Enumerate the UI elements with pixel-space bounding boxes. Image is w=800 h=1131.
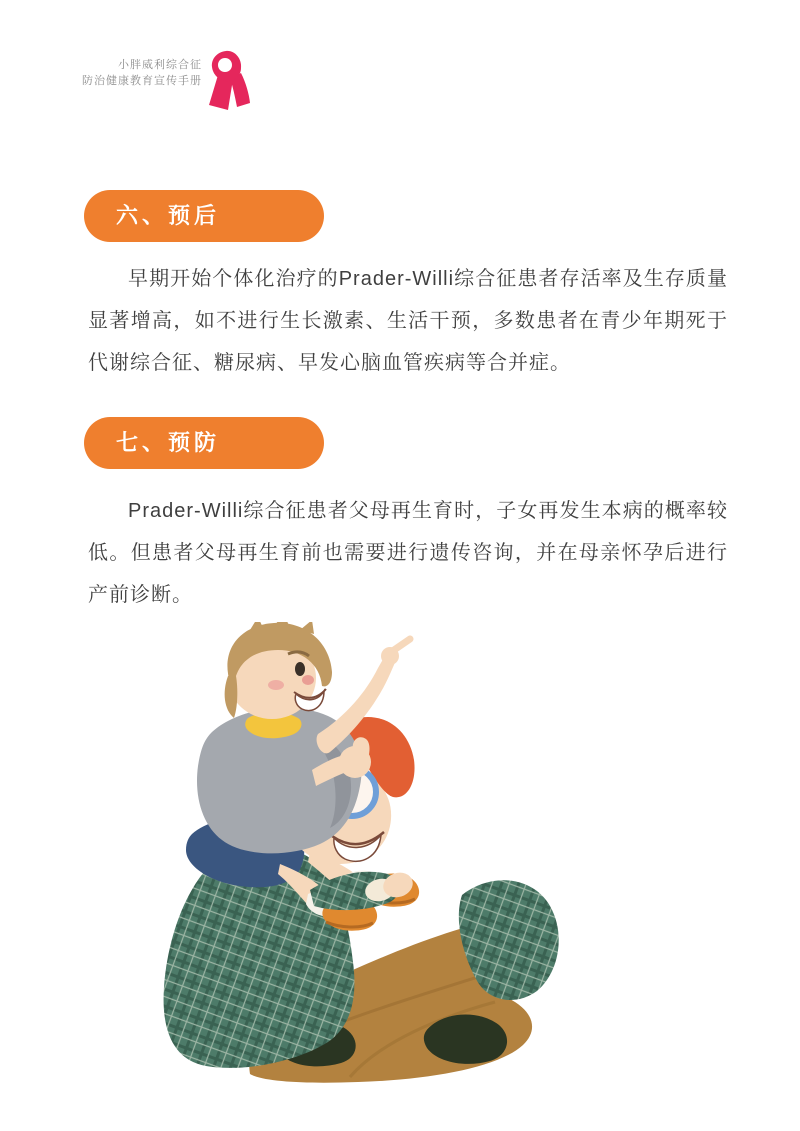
father-child-illustration-svg — [150, 622, 570, 1090]
booklet-title — [0, 57, 202, 89]
prognosis-paragraph: 早期开始个体化治疗的Prader-Willi综合征患者存活率及生存质量显著增高，如不进行生长激素、生活干预，多数患者在青少年期死于代谢综合征、糖尿病、早发心脑血管疾病等合并症。 — [88, 268, 728, 374]
section-heading-prognosis — [84, 190, 324, 242]
child-head — [225, 622, 332, 719]
section-heading-prevention — [84, 417, 324, 469]
booklet-title-line2: 防治健康教育宣传手册 — [82, 75, 202, 87]
section-heading-prevention-label: 七、预防 — [116, 430, 221, 455]
father-child-illustration — [150, 622, 570, 1090]
section-heading-prognosis-label: 六、预后 — [116, 203, 221, 228]
booklet-title-line1: 小胖威利综合征 — [118, 59, 202, 71]
awareness-ribbon-icon — [205, 50, 251, 112]
prevention-paragraph: Prader-Willi综合征患者父母再生育时，子女再发生本病的概率较低。但患者父母再生育前也需要进行遗传咨询，并在母亲怀孕后进行产前诊断。 — [88, 500, 728, 606]
